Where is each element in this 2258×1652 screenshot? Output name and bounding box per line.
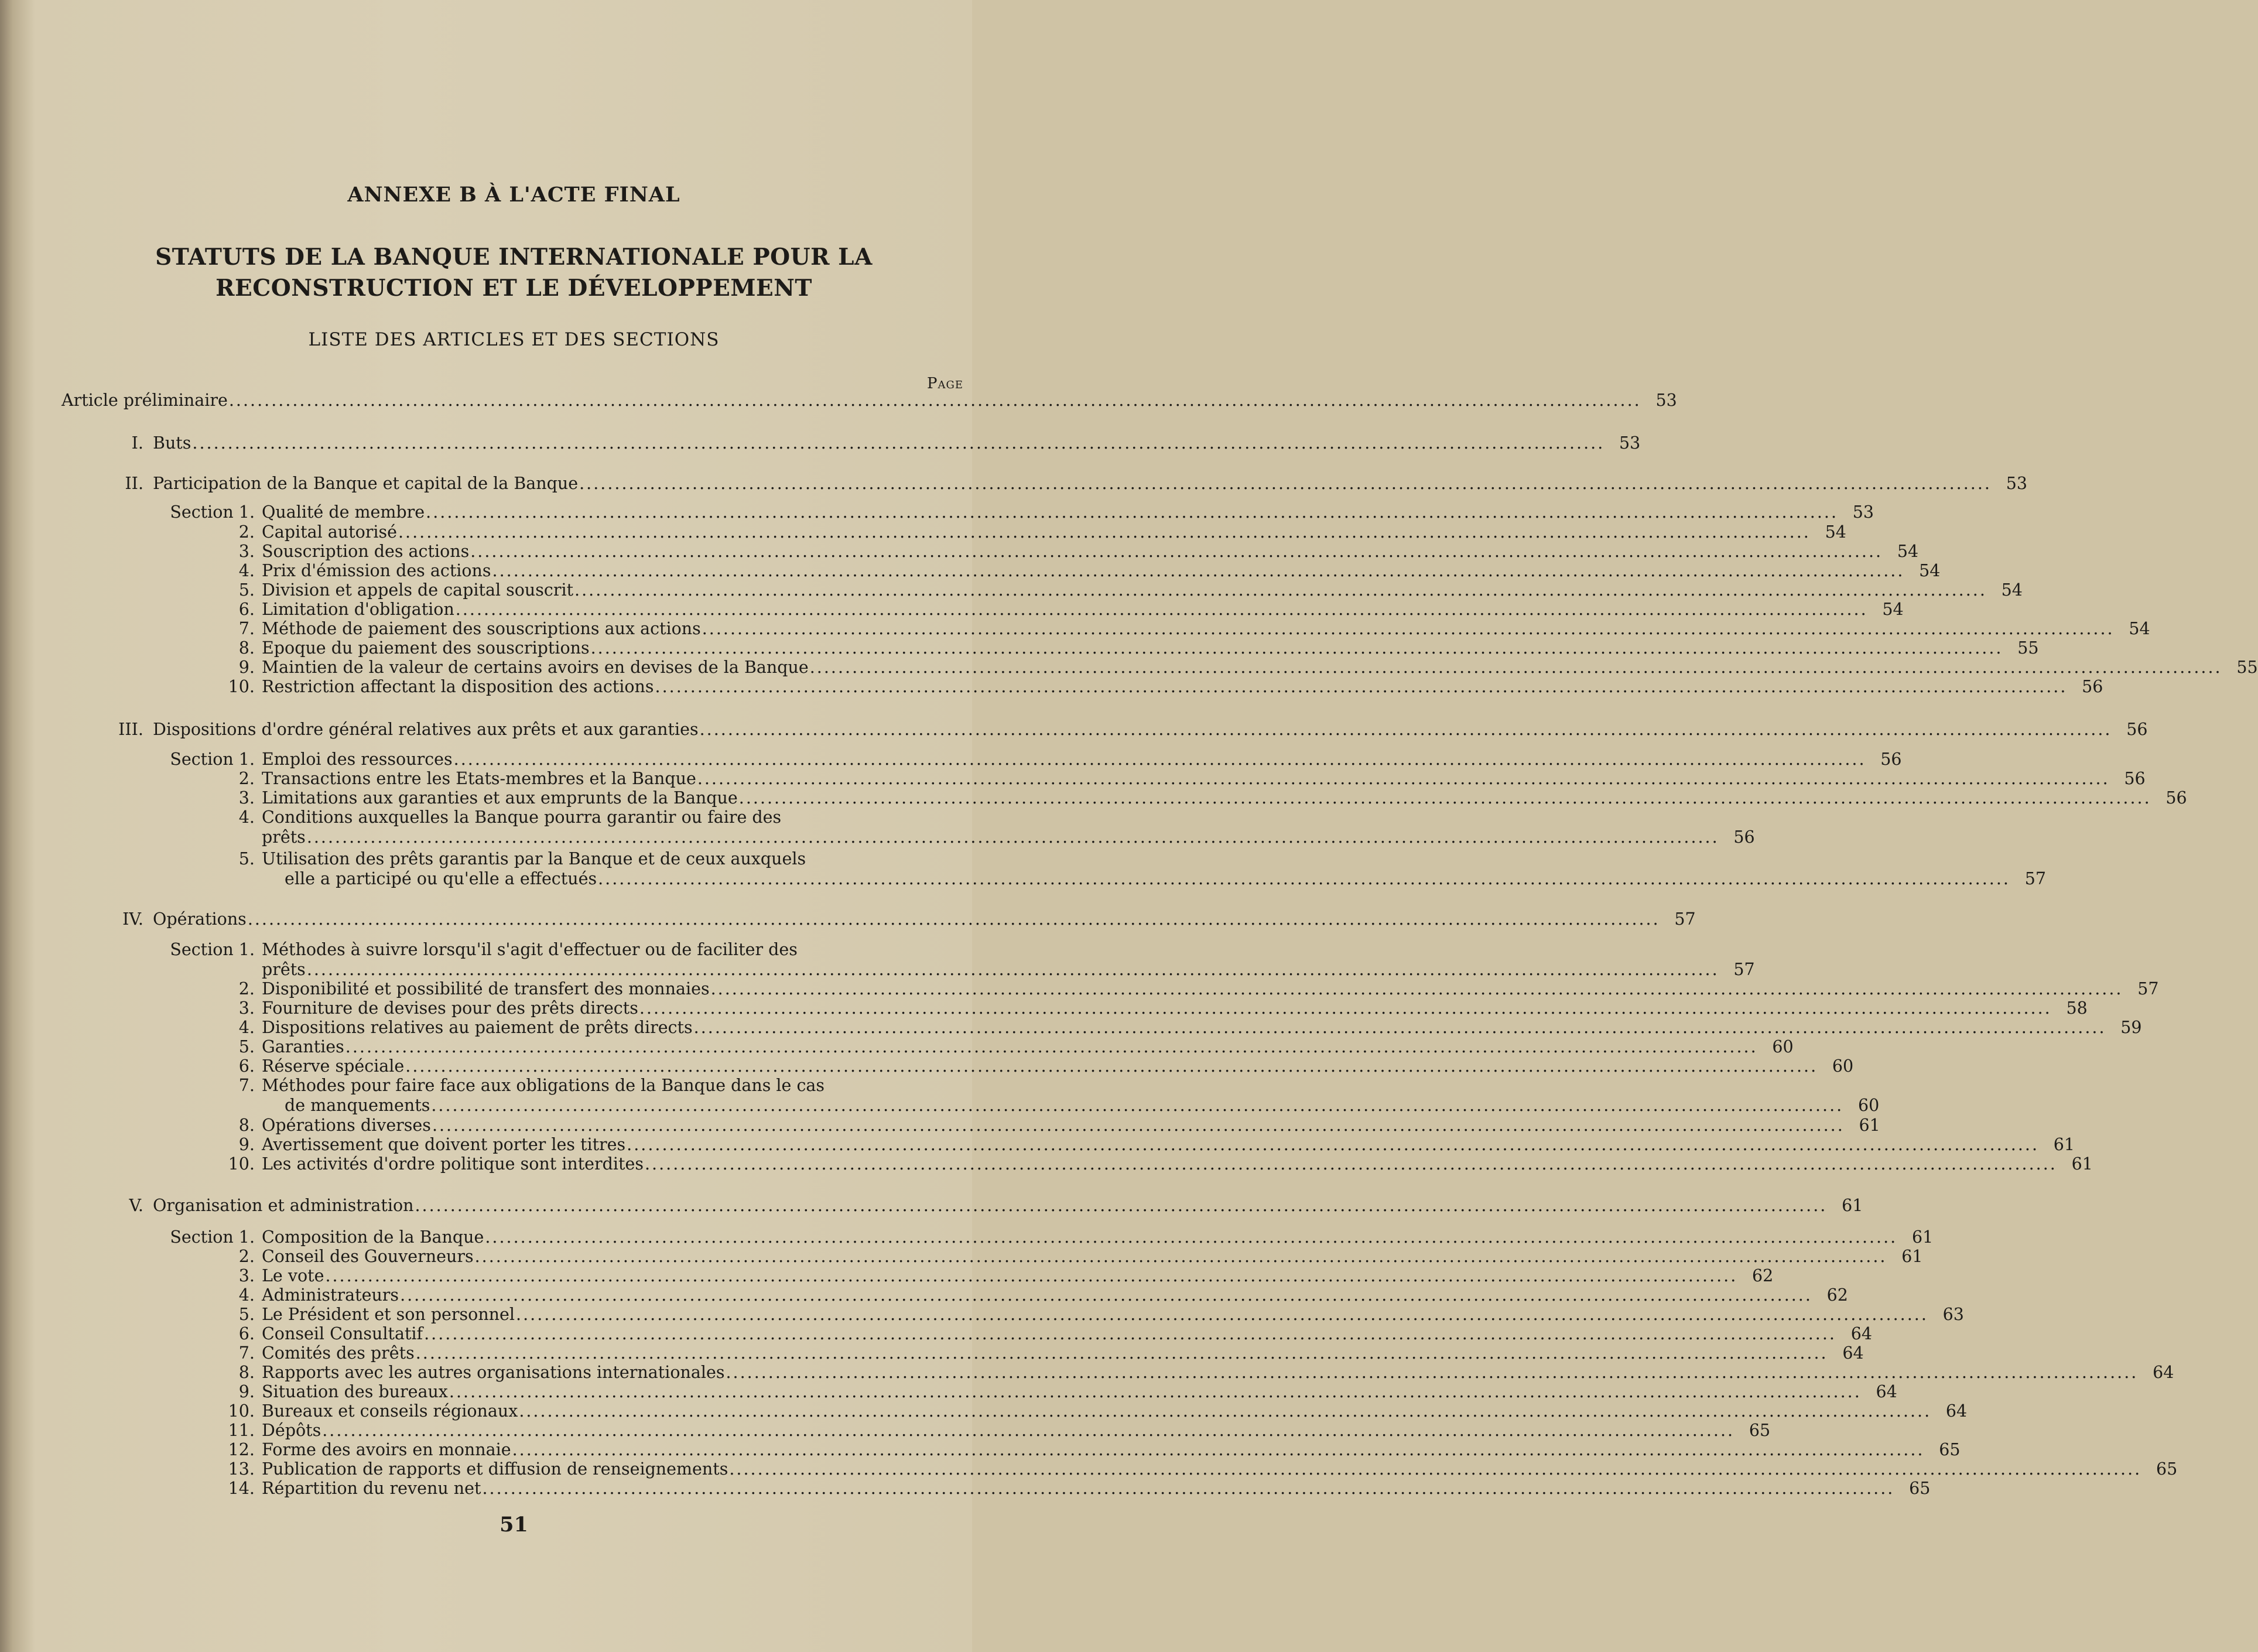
toc-section: 8. Opérations diverses ........................................................................................................................................................................................................ 61 (238, 1116, 1880, 1135)
dot-leader: ........................................................................................................................................................................................................ (247, 909, 1660, 929)
toc-section: 6. Limitation d'obligation ........................................................................................................................................................................................................ 54 (238, 600, 1904, 619)
dot-leader: ........................................................................................................................................................................................................ (345, 1037, 1758, 1056)
toc-section: 4. Prix d'émission des actions ........................................................................................................................................................................................................ 54 (238, 561, 1941, 580)
toc-section: 5. Utilisation des prêts garantis par la Banque et de ceux auxquels (238, 849, 806, 868)
toc-section: 7. Méthode de paiement des souscriptions aux actions ........................................................................................................................................................................................................ 54 (238, 619, 2150, 638)
toc-section: 6. Conseil Consultatif ........................................................................................................................................................................................................ 64 (238, 1324, 1872, 1343)
dot-leader: ........................................................................................................................................................................................................ (579, 474, 1992, 493)
toc-section: 9. Avertissement que doivent porter les titres ........................................................................................................................................................................................................ 61 (238, 1135, 2075, 1154)
toc-section: 2. Disponibilité et possibilité de transfert des monnaies ........................................................................................................................................................................................................ 57 (238, 979, 2159, 998)
toc-section: 6. Réserve spéciale ........................................................................................................................................................................................................ 60 (238, 1056, 1854, 1076)
toc-section: 4. Conditions auxquelles la Banque pourra garantir ou faire des (238, 808, 782, 827)
dot-leader: ........................................................................................................................................................................................................ (400, 1285, 1812, 1305)
toc-section: 5. Division et appels de capital souscrit ........................................................................................................................................................................................................ 54 (238, 580, 2023, 600)
dot-leader: ........................................................................................................................................................................................................ (512, 1440, 1925, 1459)
toc-article-2: II. Participation de la Banque et capital de la Banque ........................................................................................................................................................................................................ 53 (125, 474, 2027, 493)
dot-leader: ........................................................................................................................................................................................................ (516, 1305, 1928, 1324)
toc-section: 8. Epoque du paiement des souscriptions ........................................................................................................................................................................................................ 55 (238, 638, 2039, 658)
toc-section: Section 1. Méthodes à suivre lorsqu'il s'agit d'effectuer ou de faciliter des (170, 940, 798, 959)
toc-section: 7. Comités des prêts ........................................................................................................................................................................................................ 64 (238, 1343, 1864, 1363)
page-column-label: Page (926, 375, 963, 392)
dot-leader: ........................................................................................................................................................................................................ (192, 433, 1605, 453)
toc-section: 10. Bureaux et conseils régionaux ........................................................................................................................................................................................................ 64 (228, 1401, 1968, 1421)
page-number: 51 (500, 1513, 528, 1537)
dot-leader: ........................................................................................................................................................................................................ (455, 600, 1868, 619)
toc-section: Section 1. Qualité de membre ........................................................................................................................................................................................................ 53 (170, 502, 1874, 522)
dot-leader: ........................................................................................................................................................................................................ (519, 1401, 1932, 1421)
dot-leader: ........................................................................................................................................................................................................ (729, 1459, 2142, 1479)
list-subtitle: LISTE DES ARTICLES ET DES SECTIONS (308, 329, 720, 350)
dot-leader: ........................................................................................................................................................................................................ (726, 1363, 2139, 1382)
toc-section: 9. Maintien de la valeur de certains avoirs en devises de la Banque ........................................................................................................................................................................................................ 55 (238, 658, 2258, 677)
toc-section: 4. Administrateurs ........................................................................................................................................................................................................ 62 (238, 1285, 1848, 1305)
dot-leader: ........................................................................................................................................................................................................ (492, 561, 1905, 580)
toc-section-continued: prêts ........................................................................................................................................................................................................ 56 (262, 827, 1755, 847)
toc-section: 10. Les activités d'ordre politique sont interdites ........................................................................................................................................................................................................ 61 (228, 1154, 2093, 1174)
dot-leader: ........................................................................................................................................................................................................ (474, 1247, 1887, 1266)
main-title-line2: RECONSTRUCTION ET LE DÉVELOPPEMENT (215, 275, 812, 302)
dot-leader: ........................................................................................................................................................................................................ (426, 502, 1839, 522)
dot-leader: ........................................................................................................................................................................................................ (306, 827, 1719, 847)
toc-section: 2. Capital autorisé ........................................................................................................................................................................................................ 54 (238, 522, 1846, 542)
dot-leader: ........................................................................................................................................................................................................ (398, 522, 1811, 542)
dot-leader: ........................................................................................................................................................................................................ (644, 1154, 2057, 1174)
toc-section: Section 1. Composition de la Banque ........................................................................................................................................................................................................ 61 (170, 1227, 1934, 1247)
dot-leader: ........................................................................................................................................................................................................ (415, 1196, 1828, 1215)
toc-section: 4. Dispositions relatives au paiement de prêts directs ........................................................................................................................................................................................................ 59 (238, 1018, 2142, 1037)
dot-leader: ........................................................................................................................................................................................................ (228, 391, 1641, 410)
toc-section: 5. Le Président et son personnel ........................................................................................................................................................................................................ 63 (238, 1305, 1964, 1324)
dot-leader: ........................................................................................................................................................................................................ (424, 1324, 1836, 1343)
toc-section: Section 1. Emploi des ressources ........................................................................................................................................................................................................ 56 (170, 750, 1902, 769)
toc-article-3: III. Dispositions d'ordre général relatives aux prêts et aux garanties ........................................................................................................................................................................................................ 56 (118, 720, 2148, 739)
toc-section-continued: elle a participé ou qu'elle a effectués ........................................................................................................................................................................................................ 57 (285, 869, 2046, 888)
dot-leader: ........................................................................................................................................................................................................ (431, 1096, 1844, 1115)
toc-section: 3. Limitations aux garanties et aux emprunts de la Banque ........................................................................................................................................................................................................ 56 (238, 788, 2187, 808)
dot-leader: ........................................................................................................................................................................................................ (470, 542, 1883, 561)
toc-section: 10. Restriction affectant la disposition des actions ........................................................................................................................................................................................................ 56 (228, 677, 2103, 696)
toc-section: 14. Répartition du revenu net ........................................................................................................................................................................................................ 65 (228, 1479, 1931, 1498)
toc-section: 3. Le vote ........................................................................................................................................................................................................ 62 (238, 1266, 1774, 1285)
dot-leader: ........................................................................................................................................................................................................ (655, 677, 2068, 696)
dot-leader: ........................................................................................................................................................................................................ (738, 788, 2151, 808)
dot-leader: ........................................................................................................................................................................................................ (325, 1266, 1738, 1285)
dot-leader: ........................................................................................................................................................................................................ (415, 1343, 1828, 1363)
toc-article-1: I. Buts ........................................................................................................................................................................................................ 53 (131, 433, 1641, 453)
dot-leader: ........................................................................................................................................................................................................ (639, 998, 2052, 1018)
dot-leader: ........................................................................................................................................................................................................ (485, 1227, 1898, 1247)
toc-section: 8. Rapports avec les autres organisations internationales ........................................................................................................................................................................................................ 64 (238, 1363, 2174, 1382)
toc-section: 7. Méthodes pour faire face aux obligations de la Banque dans le cas (238, 1076, 825, 1095)
toc-section: 9. Situation des bureaux ........................................................................................................................................................................................................ 64 (238, 1382, 1897, 1401)
dot-leader: ........................................................................................................................................................................................................ (453, 750, 1866, 769)
toc-entry-preliminary: Article préliminaire ........................................................................................................................................................................................................ 53 (61, 391, 1677, 410)
toc-section: 12. Forme des avoirs en monnaie ........................................................................................................................................................................................................ 65 (228, 1440, 1961, 1459)
toc-section: 11. Dépôts ........................................................................................................................................................................................................ 65 (228, 1421, 1771, 1440)
dot-leader: ........................................................................................................................................................................................................ (482, 1479, 1895, 1498)
dot-leader: ........................................................................................................................................................................................................ (697, 769, 2110, 788)
main-title (61, 242, 966, 304)
toc-article-5: V. Organisation et administration ........................................................................................................................................................................................................ 61 (129, 1196, 1863, 1215)
toc-section: 2. Conseil des Gouverneurs ........................................................................................................................................................................................................ 61 (238, 1247, 1923, 1266)
dot-leader: ........................................................................................................................................................................................................ (322, 1421, 1735, 1440)
toc-section: 13. Publication de rapports et diffusion de renseignements ........................................................................................................................................................................................................ 65 (228, 1459, 2178, 1479)
toc-article-4: IV. Opérations ........................................................................................................................................................................................................ 57 (122, 909, 1696, 929)
dot-leader: ........................................................................................................................................................................................................ (598, 869, 2010, 888)
dot-leader: ........................................................................................................................................................................................................ (693, 1018, 2106, 1037)
dot-leader: ........................................................................................................................................................................................................ (306, 960, 1719, 979)
dot-leader: ........................................................................................................................................................................................................ (699, 720, 2112, 739)
dot-leader: ........................................................................................................................................................................................................ (710, 979, 2123, 998)
toc-section: 2. Transactions entre les Etats-membres et la Banque ........................................................................................................................................................................................................ 56 (238, 769, 2146, 788)
dot-leader: ........................................................................................................................................................................................................ (432, 1116, 1845, 1135)
dot-leader: ........................................................................................................................................................................................................ (627, 1135, 2040, 1154)
dot-leader: ........................................................................................................................................................................................................ (809, 658, 2222, 677)
toc-section: 5. Garanties ........................................................................................................................................................................................................ 60 (238, 1037, 1794, 1056)
main-title-line1: STATUTS DE LA BANQUE INTERNATIONALE POUR LA (155, 244, 873, 271)
dot-leader: ........................................................................................................................................................................................................ (449, 1382, 1862, 1401)
annex-title: ANNEXE B À L'ACTE FINAL (347, 183, 680, 207)
toc-section: 3. Souscription des actions ........................................................................................................................................................................................................ 54 (238, 542, 1919, 561)
dot-leader: ........................................................................................................................................................................................................ (590, 638, 2003, 658)
toc-section-continued: de manquements ........................................................................................................................................................................................................ 60 (285, 1096, 1880, 1115)
dot-leader: ........................................................................................................................................................................................................ (574, 580, 1987, 600)
dot-leader: ........................................................................................................................................................................................................ (405, 1056, 1818, 1076)
toc-section-continued: prêts ........................................................................................................................................................................................................ 57 (262, 960, 1755, 979)
toc-section: 3. Fourniture de devises pour des prêts directs ........................................................................................................................................................................................................ 58 (238, 998, 2088, 1018)
dot-leader: ........................................................................................................................................................................................................ (702, 619, 2115, 638)
